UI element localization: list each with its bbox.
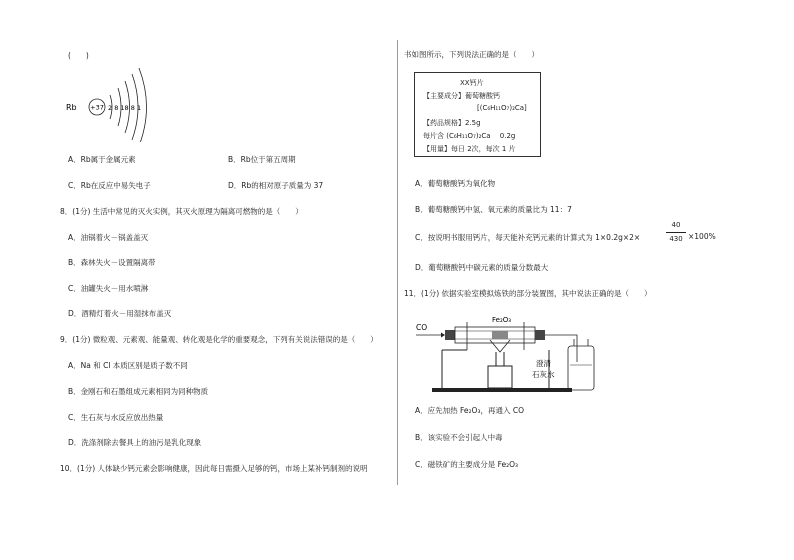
- q10-option-a: A．葡萄糖酸钙为氧化物: [415, 179, 496, 188]
- alcohol-burner: [488, 366, 512, 388]
- outlet-tube: [545, 335, 577, 362]
- label-title: XX钙片: [460, 79, 484, 87]
- label-spec: 【药品规格】2.5g: [423, 119, 481, 127]
- column-divider: [397, 40, 398, 485]
- q9-stem: 9．(1分) 微粒观、元素观、能量观、转化观是化学的重要观念，下列有关说法错误的是（ ）: [60, 335, 378, 344]
- q9-option-d: D．洗涤剂除去餐具上的油污是乳化现象: [68, 438, 202, 447]
- q11-option-a: A．应先加热 Fe₂O₃，再通入 CO: [415, 406, 524, 415]
- rubidium-atom-structure-diagram: [60, 62, 170, 142]
- right-stopper: [535, 330, 545, 340]
- left-stopper: [445, 330, 455, 340]
- label-formula: [(C₆H₁₁O₇)₂Ca]: [477, 104, 527, 112]
- q9-option-c: C．生石灰与水反应放出热量: [68, 413, 164, 422]
- q9-option-b: B．金刚石和石墨组成元素相同为同种物质: [68, 387, 209, 396]
- q10-option-c: C．按说明书服用钙片，每天能补充钙元素的计算式为 1×0.2g×2×: [415, 233, 641, 242]
- label-per-tablet: 每片含 (C₆H₁₁O₇)₂Ca 0.2g: [423, 132, 516, 140]
- fe2o3-label: Fe₂O₃: [492, 316, 512, 324]
- fraction-bar: [666, 232, 686, 233]
- fraction-denominator: 430: [669, 235, 683, 243]
- co-label: CO: [416, 323, 428, 332]
- q11-option-c: C．磁铁矿的主要成分是 Fe₂O₃: [415, 460, 519, 469]
- q11-stem: 11．(1分) 依据实验室模拟炼铁的部分装置图，其中说法正确的是（ ）: [404, 289, 652, 298]
- label-usage: 【用量】每日 2次，每次 1 片: [423, 145, 516, 153]
- q11-option-b: B．该实验不会引起人中毒: [415, 433, 503, 442]
- fraction-suffix: ×100%: [688, 232, 716, 241]
- limewater-bottle: [568, 346, 594, 390]
- question-7-blank: ( ): [68, 51, 89, 60]
- q7-option-d: D．Rb的相对原子质量为 37: [228, 181, 324, 190]
- iron-smelting-apparatus-diagram: [412, 310, 612, 398]
- electron-counts: 2 8 18 8 1: [108, 104, 142, 112]
- label-ingredient: 【主要成分】葡萄糖酸钙: [423, 92, 500, 100]
- stand-base: [432, 388, 572, 392]
- fraction-numerator: 40: [671, 221, 681, 229]
- iron-oxide-sample: [492, 331, 508, 339]
- q10-option-b: B．葡萄糖酸钙中氢、氧元素的质量比为 11：7: [415, 205, 572, 214]
- q8-option-c: C．油罐失火－用水喷淋: [68, 284, 149, 293]
- limewater-label-line2: 石灰水: [532, 370, 555, 379]
- q10-stem: 10．(1分) 人体缺少钙元素会影响健康，因此每日需摄入足够的钙，市场上某补钙制剂的说明: [60, 464, 368, 473]
- burner-flame: [490, 340, 510, 352]
- calcium-tablet-label: [414, 72, 541, 157]
- q7-option-b: B．Rb位于第五周期: [228, 155, 296, 164]
- element-symbol: Rb: [66, 103, 77, 112]
- limewater-label-line1: 澄清: [536, 359, 551, 368]
- q10-stem-continued: 书如图所示，下列说法正确的是（ ）: [404, 50, 539, 59]
- q7-option-c: C．Rb在反应中易失电子: [68, 181, 151, 190]
- q8-option-a: A．油锅着火－锅盖盖灭: [68, 233, 149, 242]
- q8-stem: 8．(1分) 生活中常见的灭火实例，其灭火原理为隔离可燃物的是（ ）: [60, 207, 303, 216]
- nucleus-charge: +37: [90, 103, 104, 112]
- q8-option-b: B．森林失火－设置隔离带: [68, 258, 156, 267]
- q7-option-a: A．Rb属于金属元素: [68, 155, 136, 164]
- q9-option-a: A．Na 和 Cl 本质区别是质子数不同: [68, 361, 188, 370]
- q10-option-d: D．葡萄糖酸钙中碳元素的质量分数最大: [415, 263, 549, 272]
- q8-option-d: D．酒精灯着火－用湿抹布盖灭: [68, 309, 172, 318]
